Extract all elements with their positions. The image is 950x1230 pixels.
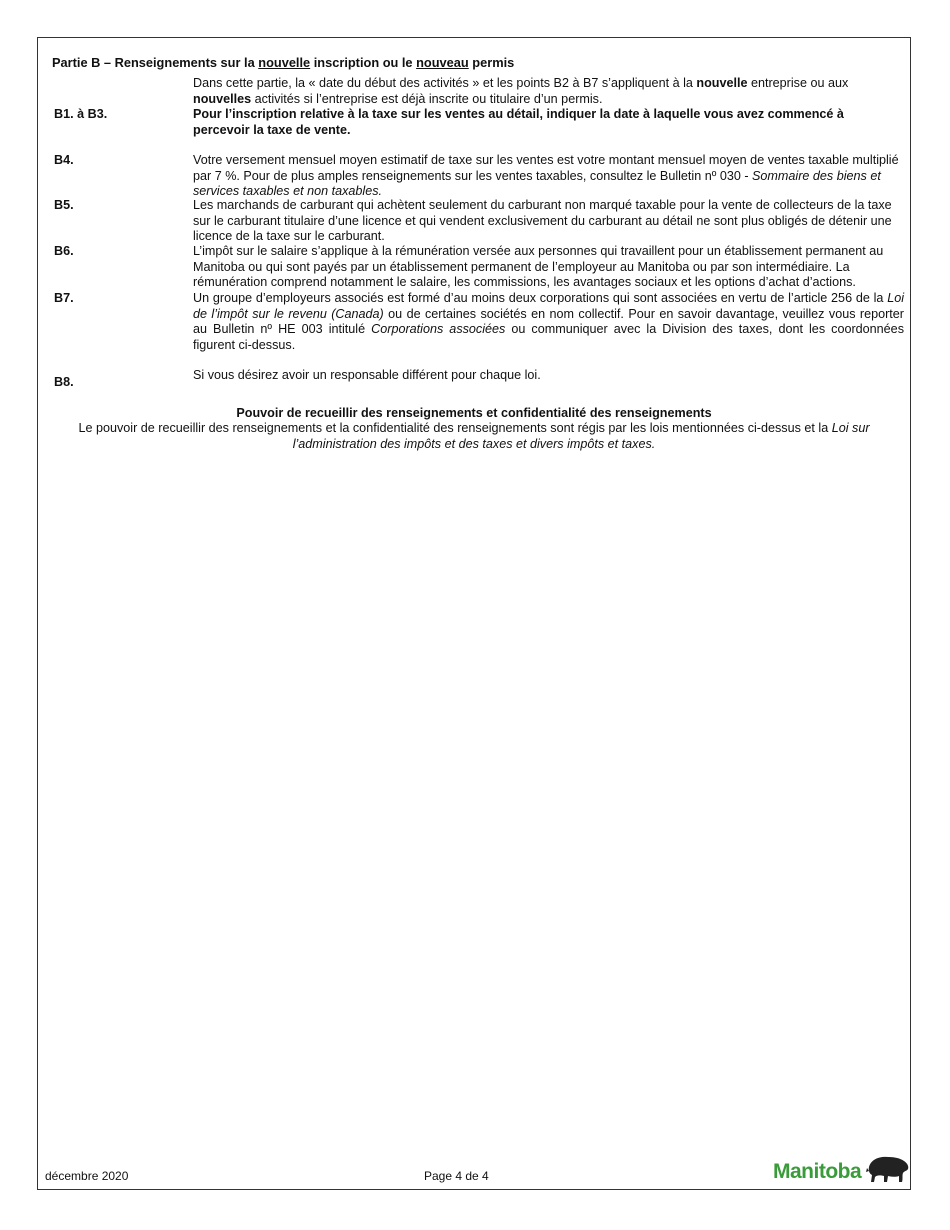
authority-text: Le pouvoir de recueillir des renseignements et la confidentialité des renseignements sont régis par les lois mentionnées ci-dessus et la Loi sur l’administration des impôts et des taxes et divers impôts et taxes. (78, 421, 870, 451)
item-text: Pour l’inscription relative à la taxe sur les ventes au détail, indiquer la date à laquelle vous avez commencé à percevoir la taxe de vente. (193, 107, 844, 137)
item-text: Si vous désirez avoir un responsable différent pour chaque loi. (193, 368, 541, 382)
item-text: L’impôt sur le salaire s’applique à la rémunération versée aux personnes qui travaillent pour un établissement permanent au Manitoba ou qui sont payés par un établissement permanent de l’employeur au Manitoba ou par son intermédiaire. La rémunération comprend notamment le salaire, les commissions, les avantages sociaux et les options d’achat d’actions. (193, 244, 884, 290)
item-text: Votre versement mensuel moyen estimatif de taxe sur les ventes est votre montant mensuel moyen de ventes taxable multiplié par 7 %. Pour de plus amples renseignements sur les ventes taxables, consultez le Bulletin nº 030 - Sommaire des biens et services taxables et non taxables. (193, 153, 899, 199)
item-label: B4. (54, 153, 74, 167)
logo-wordmark: Manitoba (773, 1160, 862, 1183)
item-label: B7. (54, 291, 74, 305)
manitoba-logo (773, 1153, 913, 1189)
part-b-title: Partie B – Renseignements sur la nouvelle inscription ou le nouveau permis (52, 55, 515, 70)
item-text: Un groupe d’employeurs associés est formé d’au moins deux corporations qui sont associées en vertu de l’article 256 de la Loi de l’impôt sur le revenu (Canada) ou de certaines sociétés en nom collectif. Pour en savoir davantage, veuillez vous reporter au Bulletin nº HE 003 intitulé Corporations associées ou communiquer avec la Division des taxes, dont les coordonnées figurent ci-dessus. (193, 291, 904, 352)
authority-title: Pouvoir de recueillir des renseignements et confidentialité des renseignements (236, 406, 712, 420)
item-label: B8. (54, 375, 74, 389)
item-text: Les marchands de carburant qui achètent seulement du carburant non marqué taxable pour la vente de collecteurs de la taxe sur le carburant titulaire d’une licence et qui vendent exclusivement du carburant au détail ne sont plus obligés de détenir une licence de la taxe sur le carburant. (193, 198, 892, 244)
footer-date: décembre 2020 (45, 1169, 129, 1183)
footer-page-number: Page 4 de 4 (424, 1169, 489, 1183)
item-label: B5. (54, 198, 74, 212)
bison-icon (866, 1153, 910, 1187)
item-label: B6. (54, 244, 74, 258)
item-label: B1. à B3. (54, 107, 108, 121)
